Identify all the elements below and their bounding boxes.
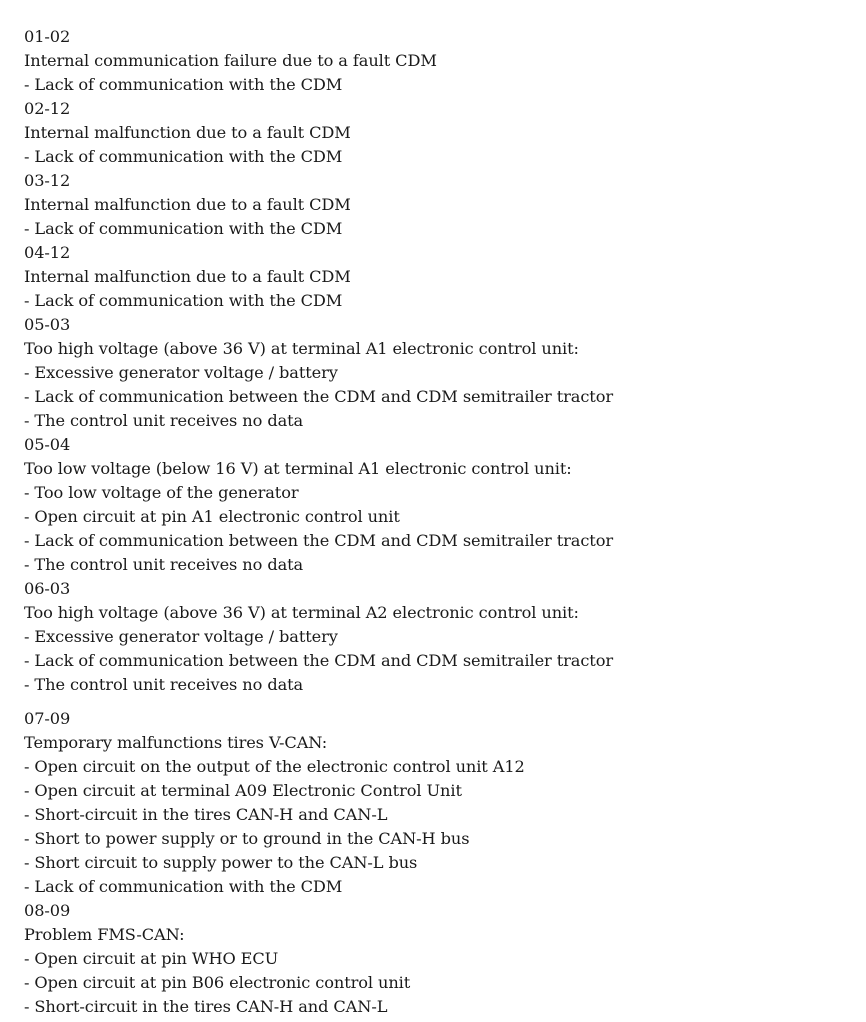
fault-cause: - Open circuit at pin WHO ECU [24,949,279,968]
fault-entry [24,433,854,577]
fault-entry [24,577,854,697]
fault-description: Internal malfunction due to a fault CDM [24,123,351,142]
fault-code: 05-04 [24,435,71,454]
fault-description: Too high voltage (above 36 V) at terminal A2 electronic control unit: [24,603,579,622]
fault-code: 05-03 [24,315,71,334]
fault-cause: - Open circuit at pin A1 electronic control unit [24,507,400,526]
fault-code: 08-09 [24,901,71,920]
fault-cause: - Lack of communication with the CDM [24,147,343,166]
fault-code: 01-02 [24,27,71,46]
fault-cause: - The control unit receives no data [24,675,304,694]
fault-cause: - Excessive generator voltage / battery [24,363,338,382]
fault-cause: - Lack of communication between the CDM and CDM semitrailer tractor [24,651,613,670]
fault-cause: - Lack of communication between the CDM and CDM semitrailer tractor [24,387,613,406]
fault-entry [24,707,854,899]
fault-code: 03-12 [24,171,71,190]
fault-cause: - Lack of communication with the CDM [24,75,343,94]
fault-cause: - Lack of communication with the CDM [24,291,343,310]
fault-description: Too high voltage (above 36 V) at terminal A1 electronic control unit: [24,339,579,358]
fault-description: Problem FMS-CAN: [24,925,185,944]
fault-cause: - Open circuit at terminal A09 Electronic Control Unit [24,781,462,800]
fault-code-document [24,25,854,1019]
fault-code: 02-12 [24,99,71,118]
fault-code: 07-09 [24,709,71,728]
fault-entry [24,25,854,97]
fault-code: 06-03 [24,579,71,598]
fault-cause: - Open circuit on the output of the electronic control unit A12 [24,757,525,776]
fault-description: Internal malfunction due to a fault CDM [24,195,351,214]
fault-code: 04-12 [24,243,71,262]
fault-cause: - Short-circuit in the tires CAN-H and CAN-L [24,997,388,1016]
fault-description: Internal communication failure due to a fault CDM [24,51,437,70]
fault-entry [24,313,854,433]
fault-entry [24,241,854,313]
fault-cause: - Too low voltage of the generator [24,483,299,502]
fault-description: Internal malfunction due to a fault CDM [24,267,351,286]
fault-cause: - Short circuit to supply power to the CAN-L bus [24,853,418,872]
fault-description: Too low voltage (below 16 V) at terminal A1 electronic control unit: [24,459,572,478]
fault-cause: - Lack of communication between the CDM and CDM semitrailer tractor [24,531,613,550]
fault-entry [24,97,854,169]
fault-cause: - The control unit receives no data [24,411,304,430]
fault-cause: - Excessive generator voltage / battery [24,627,338,646]
fault-description: Temporary malfunctions tires V-CAN: [24,733,328,752]
fault-cause: - Lack of communication with the CDM [24,877,343,896]
fault-entry [24,169,854,241]
fault-cause: - Short-circuit in the tires CAN-H and CAN-L [24,805,388,824]
fault-cause: - Open circuit at pin B06 electronic control unit [24,973,411,992]
fault-cause: - Short to power supply or to ground in the CAN-H bus [24,829,470,848]
fault-entry [24,899,854,1019]
fault-cause: - The control unit receives no data [24,555,304,574]
fault-cause: - Lack of communication with the CDM [24,219,343,238]
